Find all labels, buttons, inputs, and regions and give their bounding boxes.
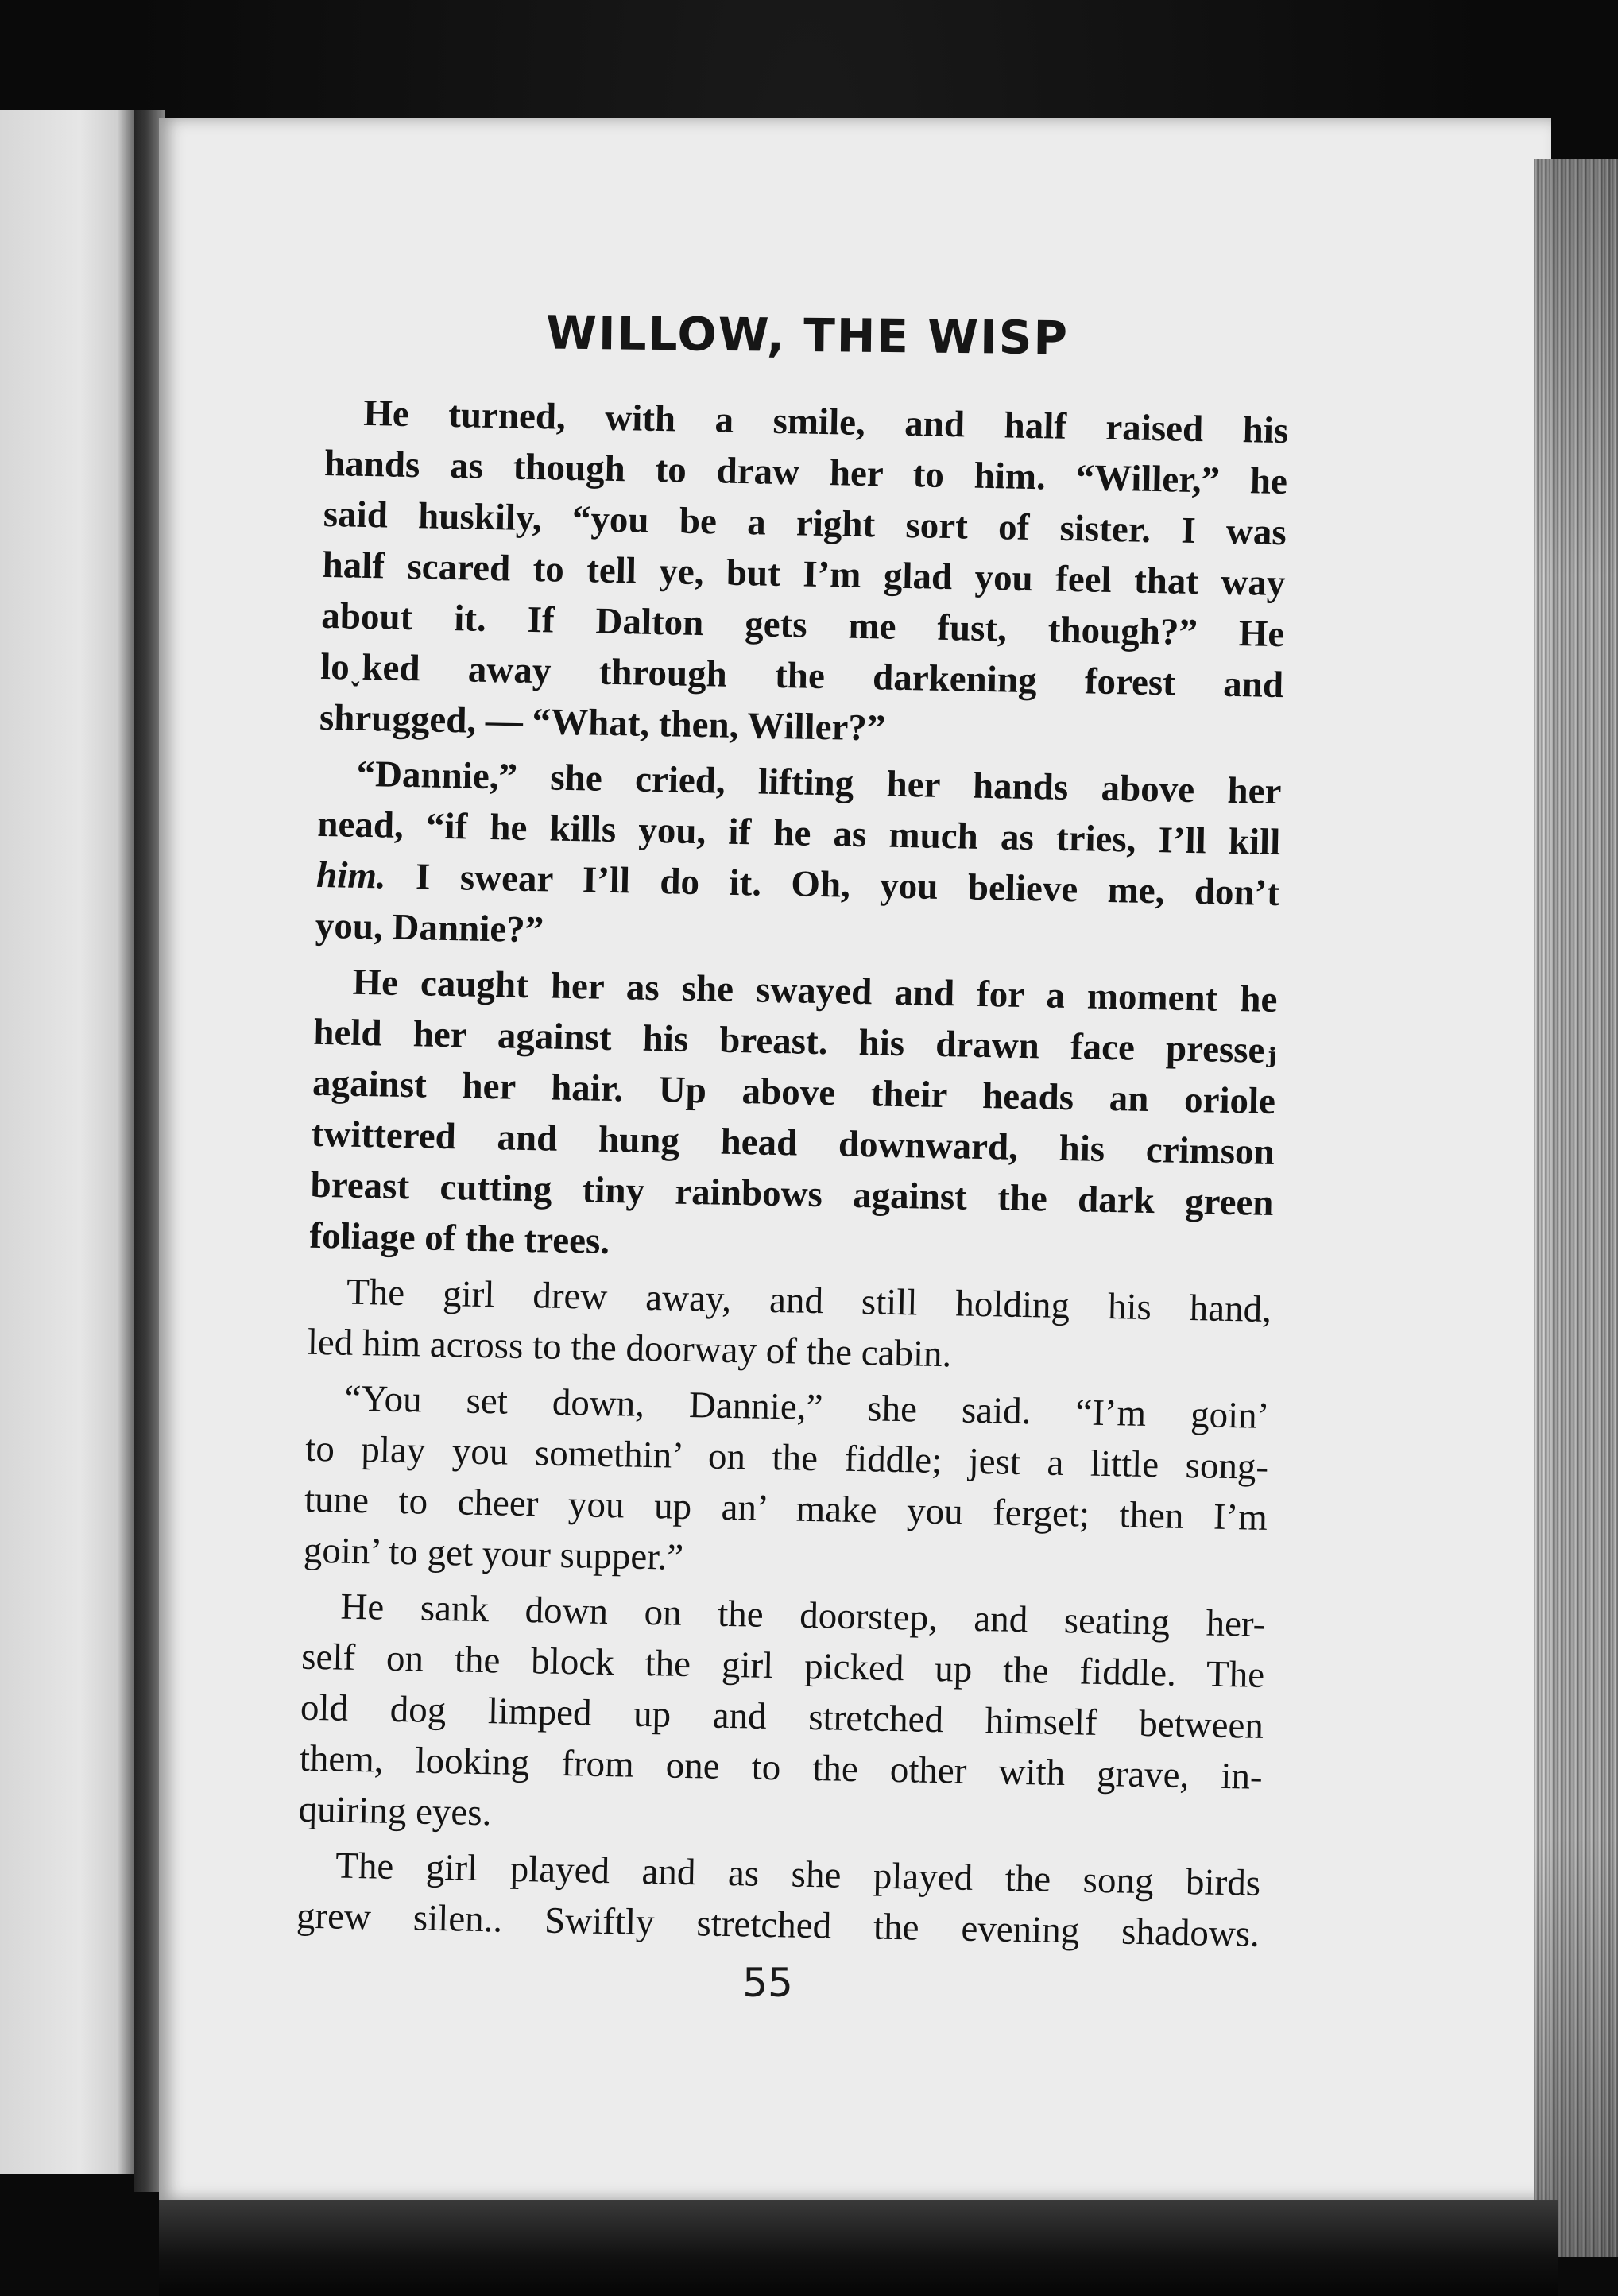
facing-page-edge: [0, 110, 134, 2174]
paragraph: [267, 1265, 1272, 1386]
text-line: to play you somethin’ on the fiddle; jest a little song-: [304, 1427, 1269, 1488]
paragraph: [269, 955, 1278, 1280]
paragraph: [258, 1580, 1266, 1853]
text-line: about it. If Dalton gets me fust, though?” He: [320, 594, 1285, 656]
text-line: breast cutting tiny rainbows against the dark green: [310, 1163, 1274, 1225]
text-line: He sank down on the doorstep, and seating her-: [340, 1586, 1266, 1645]
book-bottom-shadow: [159, 2200, 1558, 2296]
page-number: 55: [742, 1960, 793, 2006]
text-line: said huskily, “you be a right sort of sister. I was: [323, 493, 1287, 554]
text-line: The girl played and as she played the song birds: [335, 1845, 1261, 1904]
text-line: shrugged, — “What, then, Willer?”: [319, 696, 886, 749]
text-line: half scared to tell ye, but I’m glad you feel that way: [322, 544, 1286, 605]
running-head: WILLOW, THE WISP: [545, 305, 1070, 366]
text-line: you, Dannie?”: [315, 904, 544, 951]
text-line: He caught her as she swayed and for a moment he: [352, 961, 1278, 1021]
text-line: “Dannie,” she cried, lifting her hands above her: [356, 753, 1282, 813]
text-line: The girl drew away, and still holding his hand,: [346, 1271, 1272, 1331]
text-line: quiring eyes.: [298, 1788, 492, 1834]
text-line: foliage of the trees.: [308, 1214, 610, 1263]
text-line: nead, “if he kills you, if he as much as tries, I’ll kill: [316, 803, 1281, 864]
text-line: against her hair. Up above their heads an oriole: [312, 1062, 1276, 1123]
text-line: twittered and hung head downward, his crimson: [311, 1113, 1275, 1174]
paragraph: [256, 1839, 1260, 1960]
text-line: him. I swear I’ll do it. Oh, you believe me, don’t: [315, 854, 1280, 915]
text-line: old dog limped up and stretched himself between: [300, 1686, 1264, 1747]
page-fore-edge-shade: [1534, 159, 1618, 2257]
text-line: lo˯ked away through the darkening forest and: [319, 645, 1284, 707]
text-line: self on the block the girl picked up the fiddle. The: [300, 1636, 1265, 1696]
text-line: them, looking from one to the other with grave, in-: [299, 1737, 1264, 1798]
text-line: led him across to the doorway of the cabin.: [307, 1321, 952, 1376]
paragraph: [263, 1372, 1270, 1594]
emphasis: him.: [315, 854, 387, 897]
text-line: goin’ to get your supper.”: [303, 1529, 684, 1578]
text-line: grew silen.. Swiftly stretched the evening shadows.: [296, 1895, 1260, 1955]
text-line: tune to cheer you up an’ make you ferget; then I’m: [304, 1478, 1268, 1539]
paragraph: [279, 386, 1288, 761]
paragraph: [275, 747, 1282, 970]
text-line: held her against his breast. his drawn face presseⱼ: [312, 1011, 1277, 1072]
text-line: He turned, with a smile, and half raised his: [362, 392, 1289, 452]
body-text: [256, 386, 1288, 1965]
text-line: “You set down, Dannie,” she said. “I’m goin’: [344, 1377, 1270, 1437]
text-line: hands as though to draw her to him. “Willer,” he: [323, 442, 1288, 503]
